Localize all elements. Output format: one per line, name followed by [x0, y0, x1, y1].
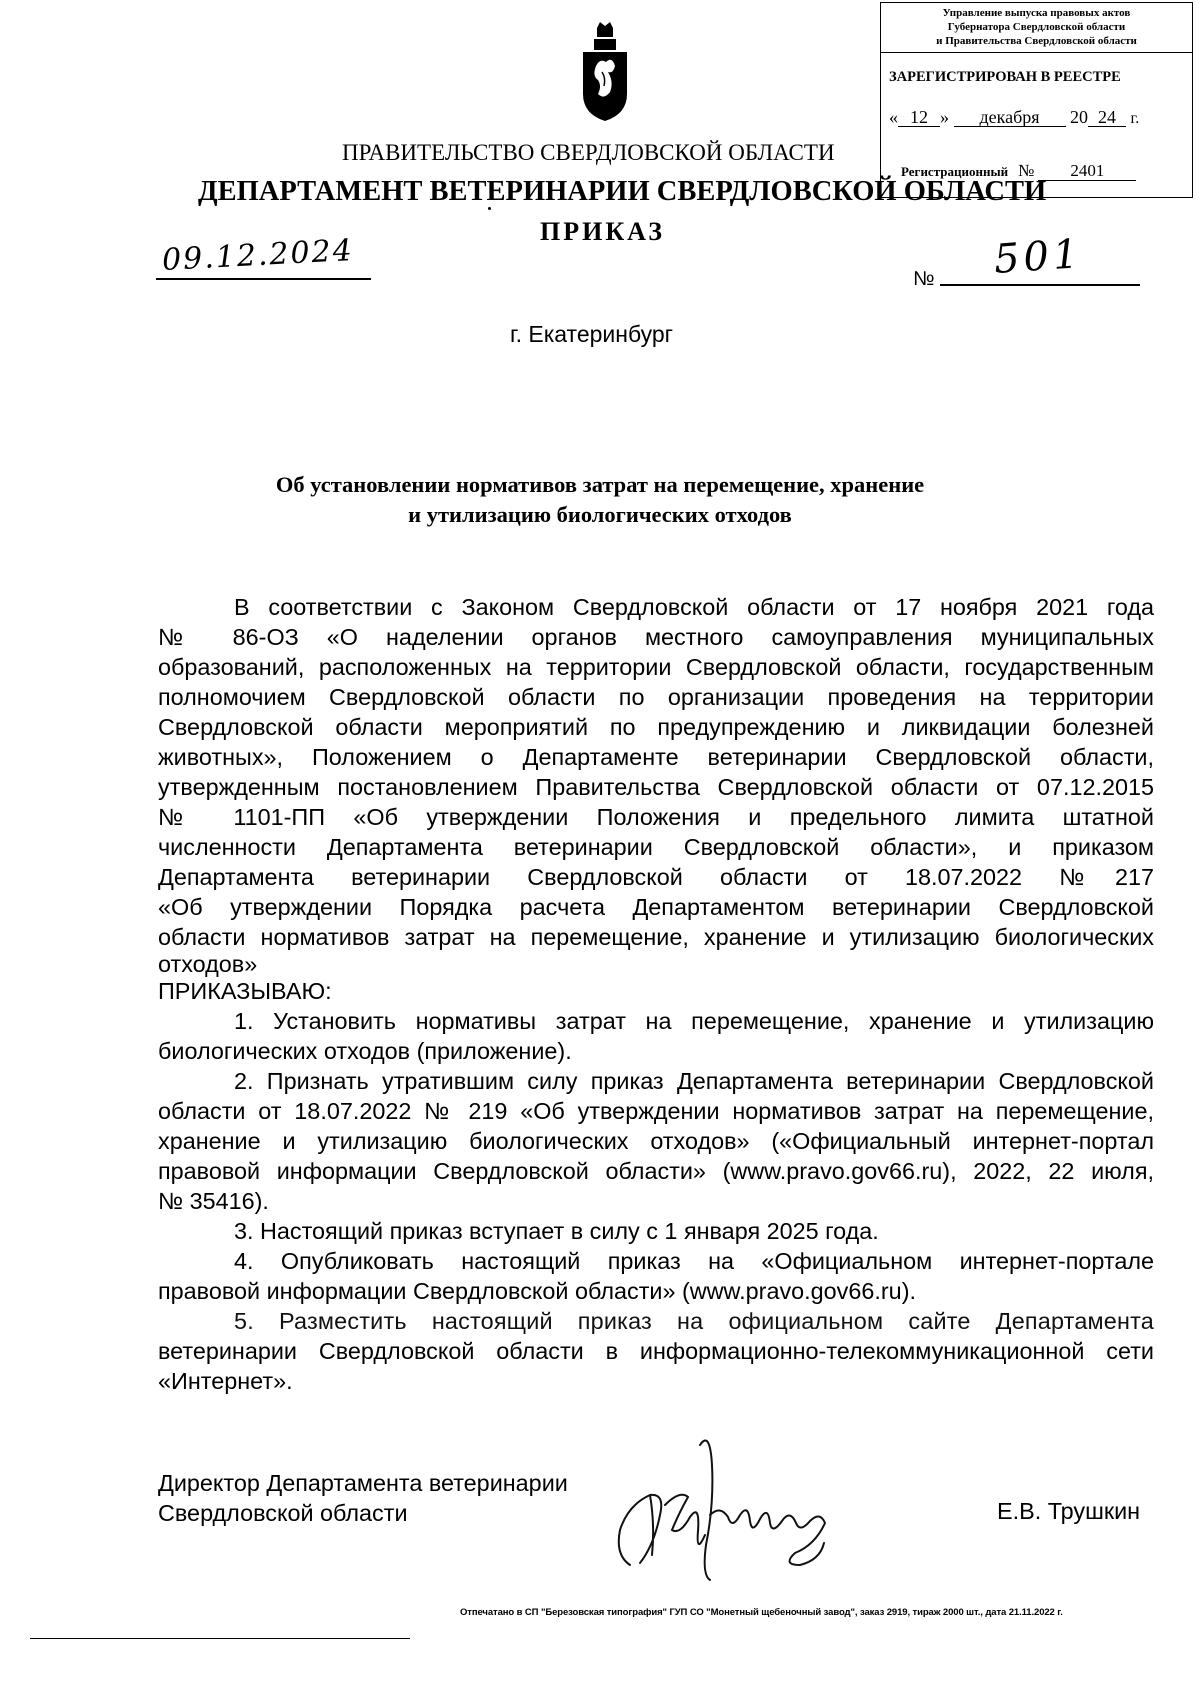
stamp-header-line: Управление выпуска правовых актов [942, 7, 1131, 19]
stamp-registered-label: ЗАРЕГИСТРИРОВАН В РЕЕСТРЕ [889, 69, 1121, 85]
stamp-year-unit: г. [1130, 110, 1140, 127]
stamp-header [881, 3, 1192, 53]
signatory-position [158, 1468, 568, 1528]
stamp-header-line: и Правительства Свердловской области [936, 35, 1137, 47]
text-line: № 86-ОЗ «О наделении органов местного самоуправления муниципальных [158, 624, 1154, 650]
item-2-line: правовой информации Свердловской области» (www.pravo.gov66.ru), 2022, 22 июля, [158, 1158, 1154, 1184]
text-line: области нормативов затрат на перемещение, хранение и утилизацию биологических [158, 924, 1154, 950]
text-line: утвержденным постановлением Правительства Свердловской области от 07.12.2015 [158, 774, 1154, 800]
preamble [158, 592, 1154, 1396]
item-5-line: «Интернет». [158, 1368, 293, 1394]
item-1-line: 1. Установить нормативы затрат на перемещение, хранение и утилизацию [234, 1008, 1154, 1034]
document-type: ПРИКАЗ [540, 217, 666, 246]
order-word: ПРИКАЗЫВАЮ: [158, 978, 332, 1004]
item-5-line: ветеринарии Свердловской области в информационно-телекоммуникационной сети [158, 1338, 1154, 1364]
item-4-line: правовой информации Свердловской области» (www.pravo.gov66.ru). [158, 1278, 916, 1304]
document-title-line: Об установлении нормативов затрат на перемещение, хранение [275, 472, 925, 497]
item-2-line: области от 18.07.2022 № 219 «Об утверждении нормативов затрат на перемещение, [158, 1098, 1154, 1124]
registration-stamp [880, 2, 1193, 198]
item-5-line: 5. Разместить настоящий приказ на официальном сайте Департамента [234, 1308, 1154, 1334]
text-line: полномочием Свердловской области по организации проведения на территории [158, 684, 1154, 710]
text-line: численности Департамента ветеринарии Свердловской области», и приказом [158, 834, 1154, 860]
text-line: Свердловской области мероприятий по предупреждению и ликвидации болезней [158, 714, 1154, 740]
text-line: образований, расположенных на территории Свердловской области, государственным [158, 654, 1154, 680]
handwritten-signature [610, 1435, 880, 1585]
stamp-quote-open: « [889, 107, 898, 127]
government-name: ПРАВИТЕЛЬСТВО СВЕРДЛОВСКОЙ ОБЛАСТИ [342, 140, 835, 165]
text-line: животных», Положением о Департаменте ветеринарии Свердловской области, [158, 744, 1154, 770]
item-3-line: 3. Настоящий приказ вступает в силу с 1 января 2025 года. [234, 1218, 879, 1244]
item-2-line: № 35416). [158, 1188, 269, 1214]
stamp-year-suffix: 24 [1088, 108, 1126, 127]
handwritten-number: 501 [992, 230, 1084, 284]
text-line: Департамента ветеринарии Свердловской области от 18.07.2022 №217 [158, 864, 1154, 890]
signatory-position-line: Свердловской области [158, 1500, 408, 1526]
printing-footer: Отпечатано в СП "Березовская типография" ГУП СО "Монетный щебеночный завод", заказ 2919, тираж 2000 шт., дата 21.11.2022 г. [460, 1607, 1063, 1618]
item-2-line: хранение и утилизацию биологических отходов» («Официальный интернет-портал [158, 1128, 1154, 1154]
stamp-reg-number: 2401 [1038, 162, 1136, 181]
stamp-no-sign: № [1018, 161, 1035, 180]
stamp-quote-close: » [940, 107, 949, 127]
signatory-position-line: Директор Департамента ветеринарии [158, 1470, 568, 1496]
stamp-reg-label: Регистрационный [901, 164, 1009, 179]
bottom-divider [30, 1638, 410, 1639]
item-1-line: биологических отходов (приложение). [158, 1038, 572, 1064]
print-speck [488, 207, 491, 210]
handwritten-number-field [940, 230, 1140, 286]
handwritten-date-field [156, 233, 371, 280]
item-2-line: 2. Признать утратившим силу приказ Департамента ветеринарии Свердловской [234, 1068, 1154, 1094]
stamp-year-prefix: 20 [1070, 107, 1088, 127]
text-line: отходов» [158, 951, 258, 977]
text-line: «Об утверждении Порядка расчета Департаментом ветеринарии Свердловской [158, 894, 1154, 920]
coat-of-arms-icon [580, 22, 630, 122]
department-name: ДЕПАРТАМЕНТ ВЕТЕРИНАРИИ СВЕРДЛОВСКОЙ ОБЛАСТИ [198, 176, 1047, 207]
signatory-name: Е.В. Трушкин [997, 1498, 1141, 1524]
handwritten-date: 09.12.2024 [161, 233, 355, 278]
stamp-header-line: Губернатора Свердловской области [947, 21, 1126, 33]
stamp-day: 12 [898, 108, 940, 127]
stamp-month: декабря [954, 108, 1066, 127]
city: г. Екатеринбург [510, 321, 674, 347]
text-line: № 1101-ПП «Об утверждении Положения и предельного лимита штатной [158, 804, 1154, 830]
stamp-date [889, 107, 1139, 128]
order-no-sign: № [913, 268, 935, 290]
text-line: В соответствии с Законом Свердловской области от 17 ноября 2021 года [234, 594, 1154, 620]
document-title-line: и утилизацию биологических отходов [408, 502, 792, 527]
item-4-line: 4. Опубликовать настоящий приказ на «Официальном интернет-портале [234, 1248, 1154, 1274]
